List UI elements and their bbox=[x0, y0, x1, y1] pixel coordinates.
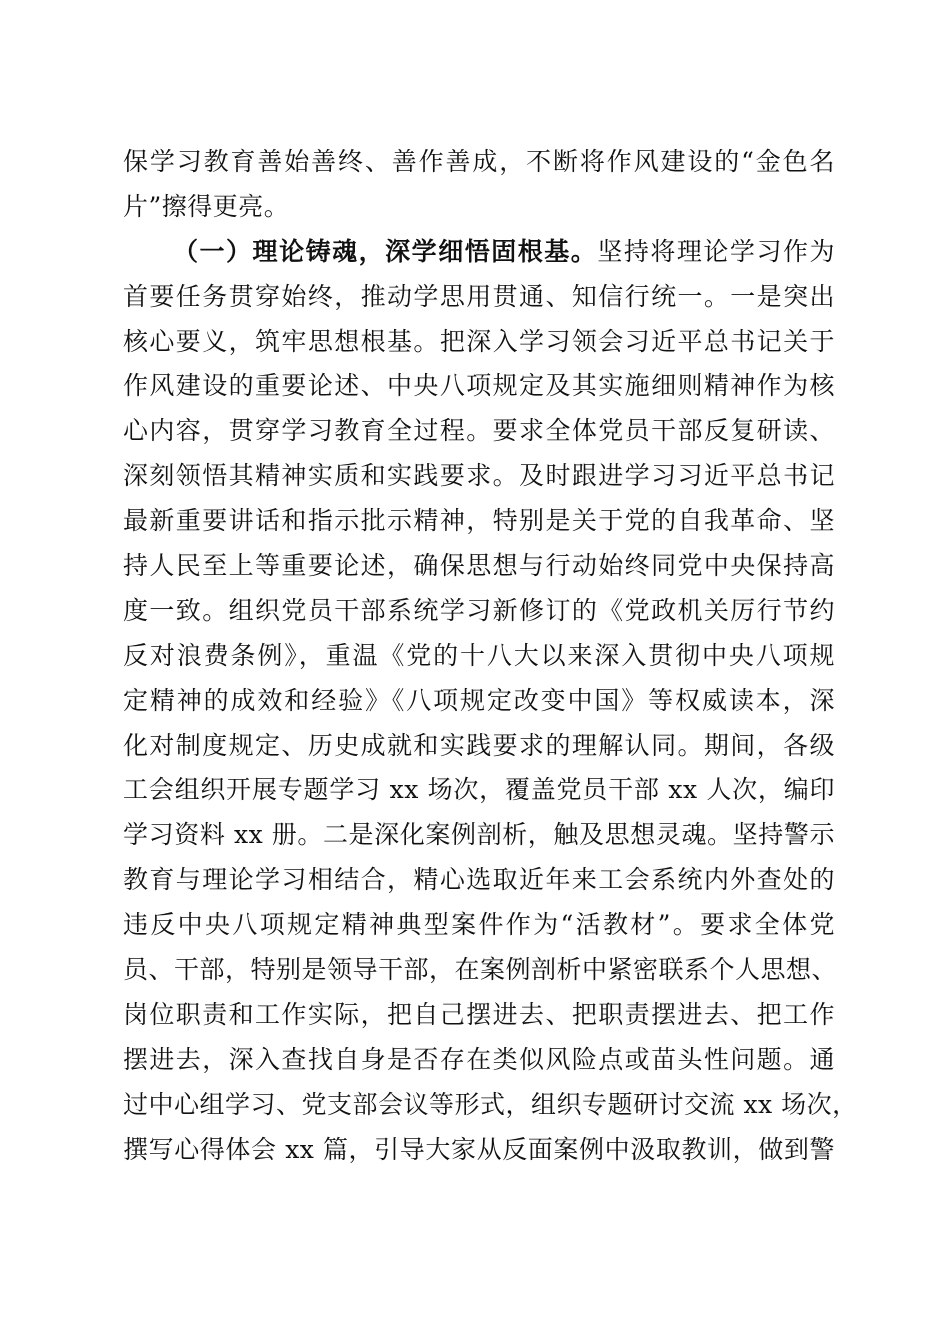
text-line: 过中心组学习、党支部会议等形式，组织专题研讨交流 xx 场次， bbox=[123, 1089, 858, 1119]
text-line: 最新重要讲话和指示批示精神，特别是关于党的自我革命、坚 bbox=[123, 506, 835, 536]
text-line: 片”擦得更亮。 bbox=[123, 191, 290, 221]
text-line: 度一致。组织党员干部系统学习新修订的《党政机关厉行节约 bbox=[123, 595, 835, 625]
text-line: 首要任务贯穿始终，推动学思用贯通、知信行统一。一是突出 bbox=[123, 281, 835, 311]
text-line: 定精神的成效和经验》《八项规定改变中国》等权威读本，深 bbox=[123, 685, 835, 715]
section-lead-text: 坚持将理论学习作为 bbox=[597, 236, 835, 266]
text-line: 作风建设的重要论述、中央八项规定及其实施细则精神作为核 bbox=[123, 371, 835, 401]
text-line: 持人民至上等重要论述，确保思想与行动始终同党中央保持高 bbox=[123, 551, 835, 581]
section-heading: （一）理论铸魂，深学细悟固根基。 bbox=[173, 236, 598, 266]
text-line: 深刻领悟其精神实质和实践要求。及时跟进学习习近平总书记 bbox=[123, 461, 835, 491]
text-line: 学习资料 xx 册。二是深化案例剖析，触及思想灵魂。坚持警示 bbox=[123, 820, 835, 850]
text-line: 摆进去，深入查找自身是否存在类似风险点或苗头性问题。通 bbox=[123, 1044, 835, 1074]
text-line: 撰写心得体会 xx 篇，引导大家从反面案例中汲取教训，做到警 bbox=[123, 1134, 835, 1164]
section-paragraph-first-line bbox=[123, 230, 835, 275]
text-line: 反对浪费条例》，重温《党的十八大以来深入贯彻中央八项规 bbox=[123, 640, 835, 670]
text-line: 化对制度规定、历史成就和实践要求的理解认同。期间，各级 bbox=[123, 730, 835, 760]
text-line: 心内容，贯穿学习教育全过程。要求全体党员干部反复研读、 bbox=[123, 416, 835, 446]
text-line: 员、干部，特别是领导干部，在案例剖析中紧密联系个人思想、 bbox=[123, 955, 838, 985]
text-line: 核心要义，筑牢思想根基。把深入学习领会习近平总书记关于 bbox=[123, 326, 835, 356]
text-line: 岗位职责和工作实际，把自己摆进去、把职责摆进去、把工作 bbox=[123, 999, 835, 1029]
text-line: 工会组织开展专题学习 xx 场次，覆盖党员干部 xx 人次，编印 bbox=[123, 775, 835, 805]
text-line: 教育与理论学习相结合，精心选取近年来工会系统内外查处的 bbox=[123, 865, 835, 895]
text-line: 保学习教育善始善终、善作善成，不断将作风建设的“金色名 bbox=[123, 147, 835, 176]
document-body bbox=[123, 140, 858, 1172]
text-line: 违反中央八项规定精神典型案件作为“活教材”。要求全体党 bbox=[123, 910, 835, 940]
